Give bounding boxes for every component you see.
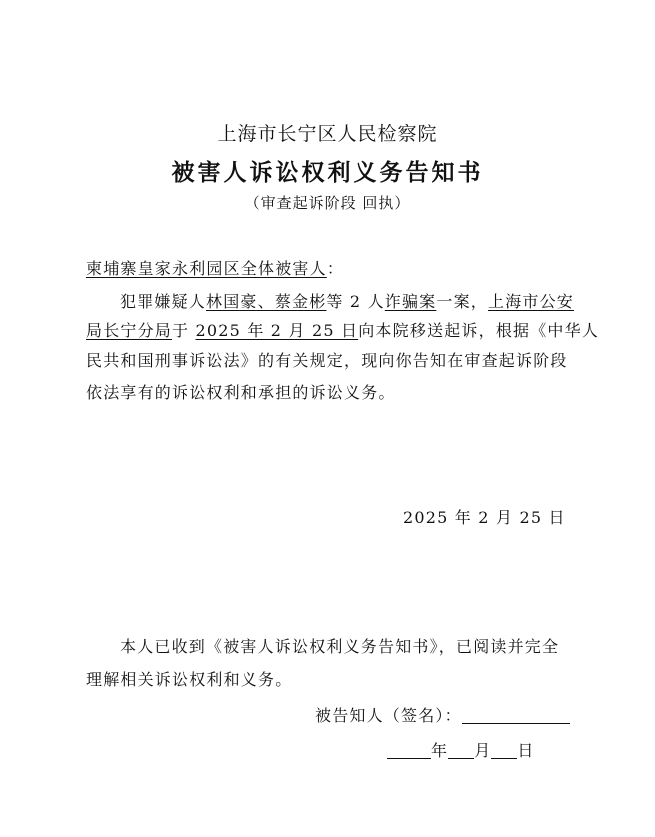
- suspect-names: 林国豪、蔡金彬: [206, 292, 327, 311]
- day-label: 日: [517, 741, 535, 760]
- addressee-colon: ：: [326, 259, 345, 278]
- addressee-name: 柬埔寨皇家永利园区全体被害人: [86, 259, 327, 278]
- month-label: 月: [474, 741, 492, 760]
- notice-line-4: 依法享有的诉讼权利和承担的诉讼义务。: [86, 383, 396, 402]
- year-blank[interactable]: [387, 742, 431, 759]
- receipt-line-1: 本人已收到《被害人诉讼权利义务告知书》，已阅读并完全: [120, 637, 560, 656]
- signature-label: 被告知人（签名）：: [315, 706, 462, 725]
- organization-name: 上海市长宁区人民检察院: [217, 123, 438, 145]
- month-blank[interactable]: [448, 742, 474, 759]
- day-blank[interactable]: [491, 742, 517, 759]
- year-label: 年: [431, 741, 449, 760]
- agency-name-part2: 局长宁分局: [86, 321, 173, 340]
- signature-blank[interactable]: [462, 707, 570, 724]
- crime-name: 诈骗案: [384, 292, 437, 311]
- transfer-date: 2025 年 2 月 25 日: [195, 321, 359, 340]
- receipt-line-2: 理解相关诉讼权利和义务。: [86, 670, 293, 689]
- notice-line-3: 民共和国刑事诉讼法》的有关规定，现向你告知在审查起诉阶段: [86, 351, 568, 370]
- agency-name-part1: 上海市公安: [488, 292, 575, 311]
- document-title: 被害人诉讼权利义务告知书: [171, 159, 484, 186]
- signature-line: [315, 703, 570, 726]
- addressee-line: [86, 256, 344, 279]
- notice-line-1: 犯罪嫌疑人林国豪、蔡金彬等 2 人诈骗案一案，上海市公安: [120, 292, 575, 311]
- notice-line-2: 局长宁分局于 2025 年 2 月 25 日向本院移送起诉，根据《中华人: [86, 321, 600, 340]
- date-fill-line: [387, 738, 535, 761]
- document-subtitle: （审查起诉阶段 回执）: [244, 194, 411, 212]
- issue-date: 2025 年 2 月 25 日: [403, 508, 566, 527]
